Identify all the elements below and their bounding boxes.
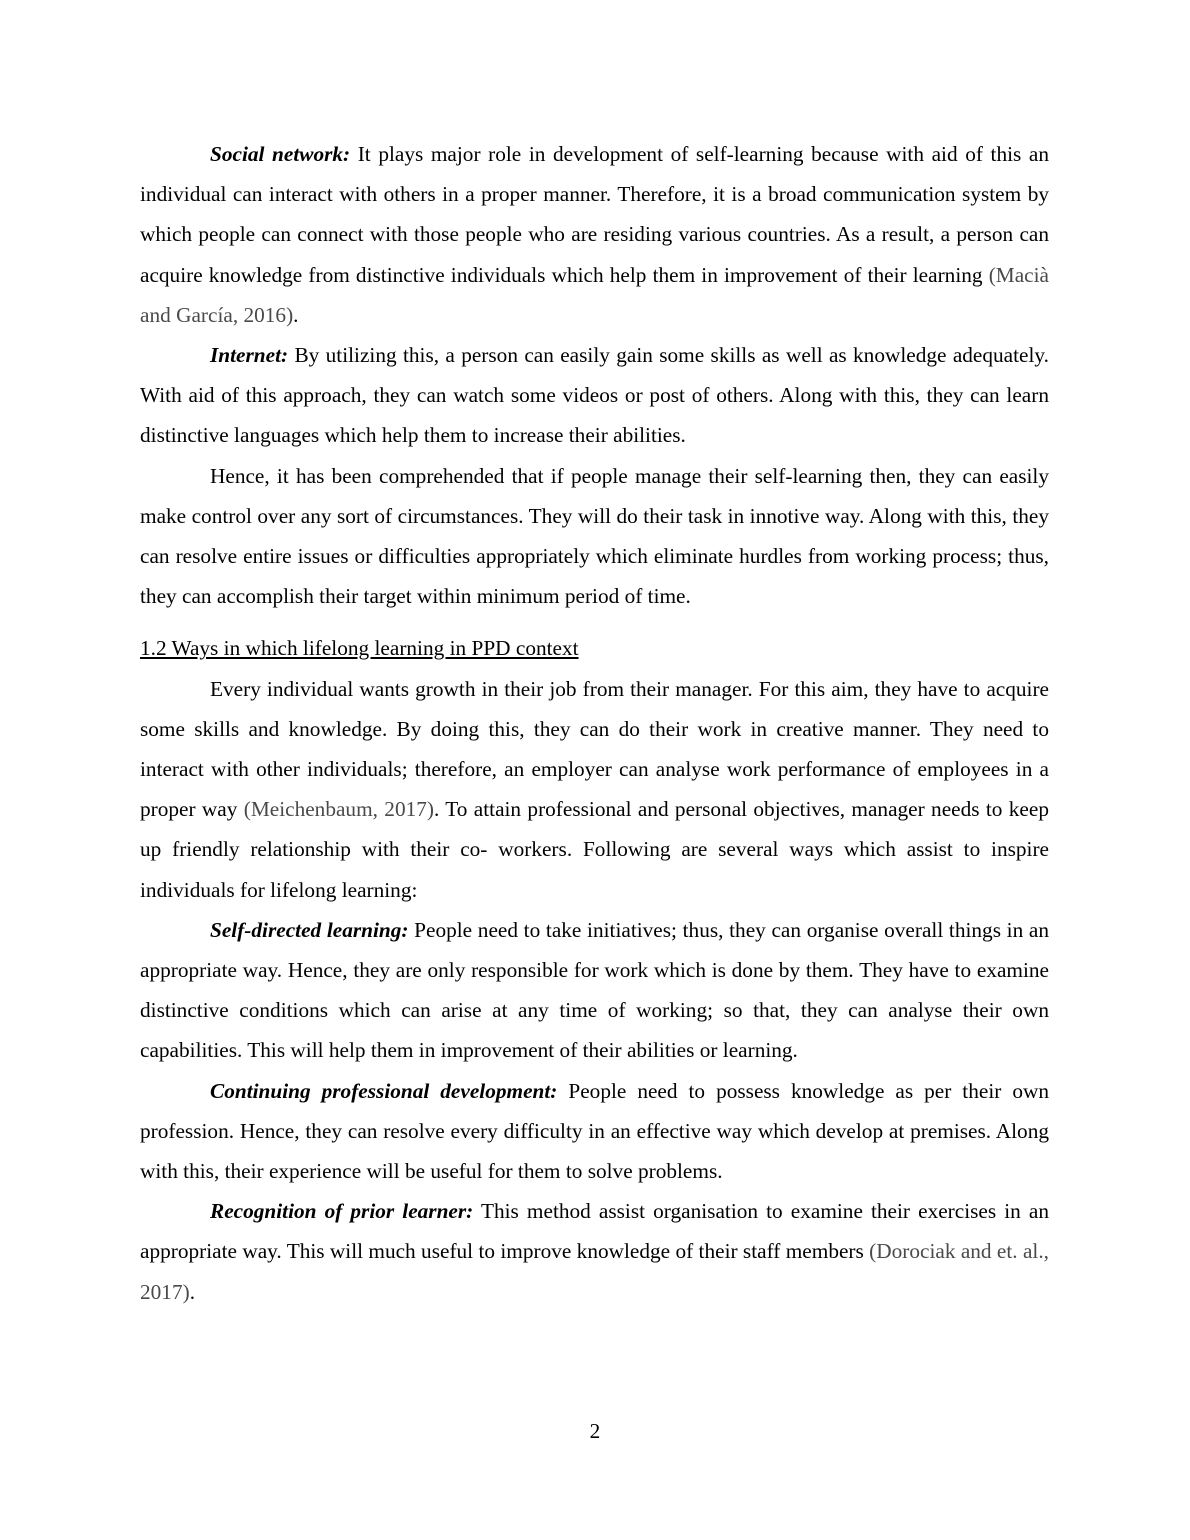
paragraph-text: It plays major role in development of self-learning because with aid of this an individual can interact with others in a proper manner. Therefore, it is a broad communication system by which people can connect with those people who are residing various countries. As a result, a person can acquire knowledge from distinctive individuals which help them in improvement of their learning — [140, 142, 1049, 287]
section-heading: 1.2 Ways in which lifelong learning in PPD context — [140, 636, 579, 661]
paragraph-text: By utilizing this, a person can easily gain some skills as well as knowledge adequately. With aid of this approach, they can watch some videos or post of others. Along with this, they can learn distinctive languages which help them to increase their abilities. — [140, 343, 1049, 448]
term-self-directed-learning: Self-directed learning: — [210, 917, 409, 942]
paragraph-text: Every individual wants growth in their job from their manager. For this aim, they have to acquire some skills and knowledge. By doing this, they can do their work in creative manner. They need to interact with other individuals; therefore, an employer can analyse work performance of employees in a proper way — [140, 676, 1049, 822]
paragraph-internet — [140, 335, 1049, 456]
page-number: 2 — [589, 1419, 601, 1443]
paragraph-text: People need to possess knowledge as per their own profession. Hence, they can resolve every difficulty in an effective way which develop at premises. Along with this, their experience will be useful for them to solve problems. — [140, 1078, 1049, 1184]
paragraph-recognition — [140, 1191, 1049, 1312]
term-internet: Internet: — [210, 343, 289, 368]
paragraph-text: This method assist organisation to examine their exercises in an appropriate way. This will much useful to improve knowledge of their staff members — [140, 1199, 1049, 1264]
term-social-network: Social network: — [210, 142, 351, 166]
paragraph-text: Hence, it has been comprehended that if people manage their self-learning then, they can easily make control over any sort of circumstances. They will do their task in innotive way. Along with this, they can resolve entire issues or difficulties appropriately which eliminate hurdles from working process; thus, they can accomplish their target within minimum period of time. — [140, 463, 1049, 609]
paragraph-end: . — [189, 1279, 196, 1304]
paragraph-self-directed — [140, 910, 1049, 1071]
paragraph-end: . — [293, 302, 299, 327]
paragraph-text-after: . To attain professional and personal objectives, manager needs to keep up friendly relationship with their co- workers. Following are several ways which assist to inspire individuals for lifelong learning: — [140, 797, 1049, 902]
paragraph-cpd — [140, 1071, 1049, 1192]
document-body — [140, 134, 1049, 1312]
citation: (Dorociak and et. al., 2017) — [140, 1239, 1049, 1304]
paragraph-intro — [140, 669, 1049, 910]
citation: (Meichenbaum, 2017) — [243, 797, 434, 822]
citation: (Macià and García, 2016) — [140, 262, 1049, 327]
paragraph-hence — [140, 456, 1049, 617]
term-continuing-professional-development: Continuing professional development: — [210, 1078, 558, 1103]
term-recognition-of-prior-learner: Recognition of prior learner: — [210, 1199, 474, 1224]
paragraph-text: People need to take initiatives; thus, they can organise overall things in an appropriate way. Hence, they are only responsible for work which is done by them. They have to examine distinctive conditions which can arise at any time of working; so that, they can analyse their own capabilities. This will help them in improvement of their abilities or learning. — [140, 917, 1049, 1063]
paragraph-social-network — [140, 134, 1049, 335]
